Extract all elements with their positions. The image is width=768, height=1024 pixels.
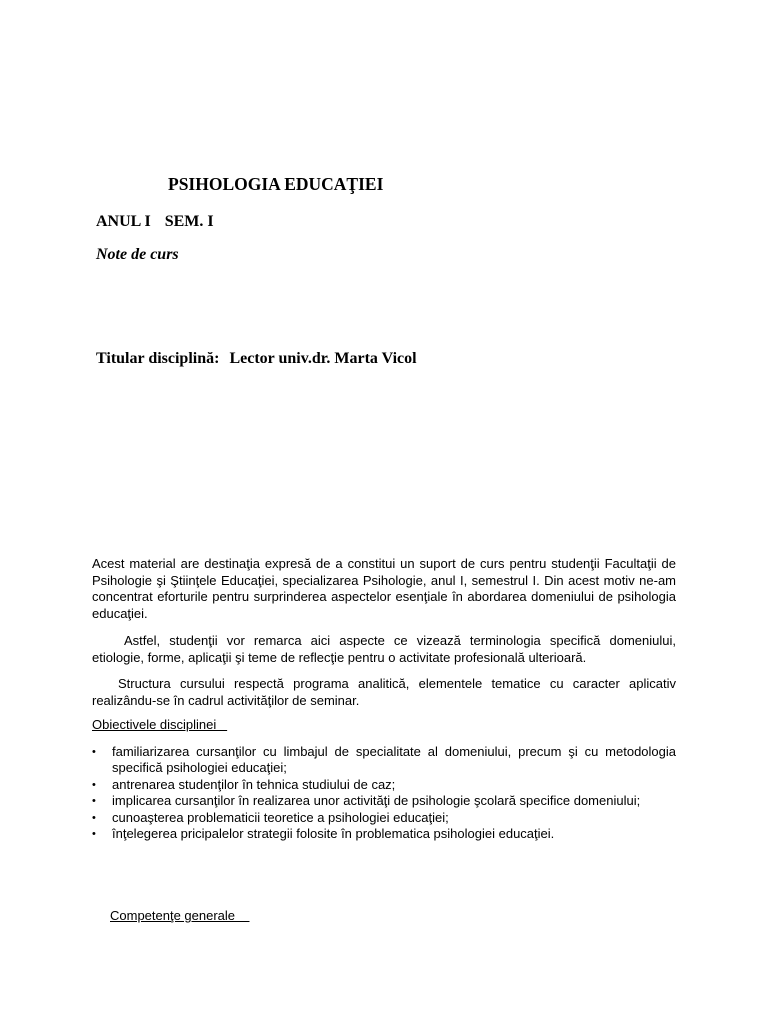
intro-paragraph-3: Structura cursului respectă programa analitică, elementele tematice cu caracter aplicativ realizându-se în cadrul activităţilor de seminar. — [92, 676, 676, 708]
intro-paragraph-1: Acest material are destinaţia expresă de a constitui un suport de curs pentru studenţii Facultaţii de Psihologie şi Ştiinţele Educaţiei, specializarea Psihologie, anul I, semestrul I. Din acest motiv ne-am concentrat eforturile pentru surprinderea aspectelor esenţiale în abordarea domeniului de psihologia educaţiei. — [92, 556, 676, 621]
titular-name: Lector univ.dr. Marta Vicol — [229, 350, 417, 367]
bullet-icon: • — [92, 745, 96, 758]
list-item: • cunoaşterea problematicii teoretice a psihologiei educaţiei; — [92, 809, 449, 825]
objectives-list — [92, 744, 676, 843]
bullet-icon: • — [92, 828, 96, 840]
bullet-icon: • — [92, 795, 96, 807]
year-semester-line — [96, 213, 214, 231]
year-label: ANUL I — [96, 213, 151, 230]
list-item: • înţelegerea pricipalelor strategii folosite în problematica psihologiei educaţiei. — [92, 826, 555, 841]
list-item: • implicarea cursanţilor în realizarea unor activităţi de psihologie şcolară specifice domeniului; — [92, 793, 641, 808]
list-item: • antrenarea studenţilor în tehnica studiului de caz; — [92, 776, 396, 792]
intro-paragraph-2: Astfel, studenţii vor remarca aici aspecte ce vizează terminologia specifică domeniului, etiologie, forme, aplicaţii şi teme de reflecţie pentru o activitate profesională ulterioară. — [92, 633, 676, 665]
titular-label: Titular disciplină: — [96, 350, 220, 367]
competences-heading: Competenţe generale — [110, 908, 250, 923]
semester-label: SEM. I — [164, 213, 214, 230]
bullet-icon: • — [92, 811, 96, 824]
list-item: • familiarizarea cursanţilor cu limbajul de specialitate al domeniului, precum şi cu metodologia specifică psihologiei educaţiei; — [92, 743, 676, 775]
objectives-heading: Obiectivele disciplinei — [92, 717, 228, 732]
titular-line — [96, 350, 417, 368]
bullet-icon: • — [92, 778, 96, 791]
document-title: PSIHOLOGIA EDUCAŢIEI — [168, 174, 384, 194]
course-content — [92, 556, 676, 843]
course-note-subtitle: Note de curs — [96, 246, 179, 263]
